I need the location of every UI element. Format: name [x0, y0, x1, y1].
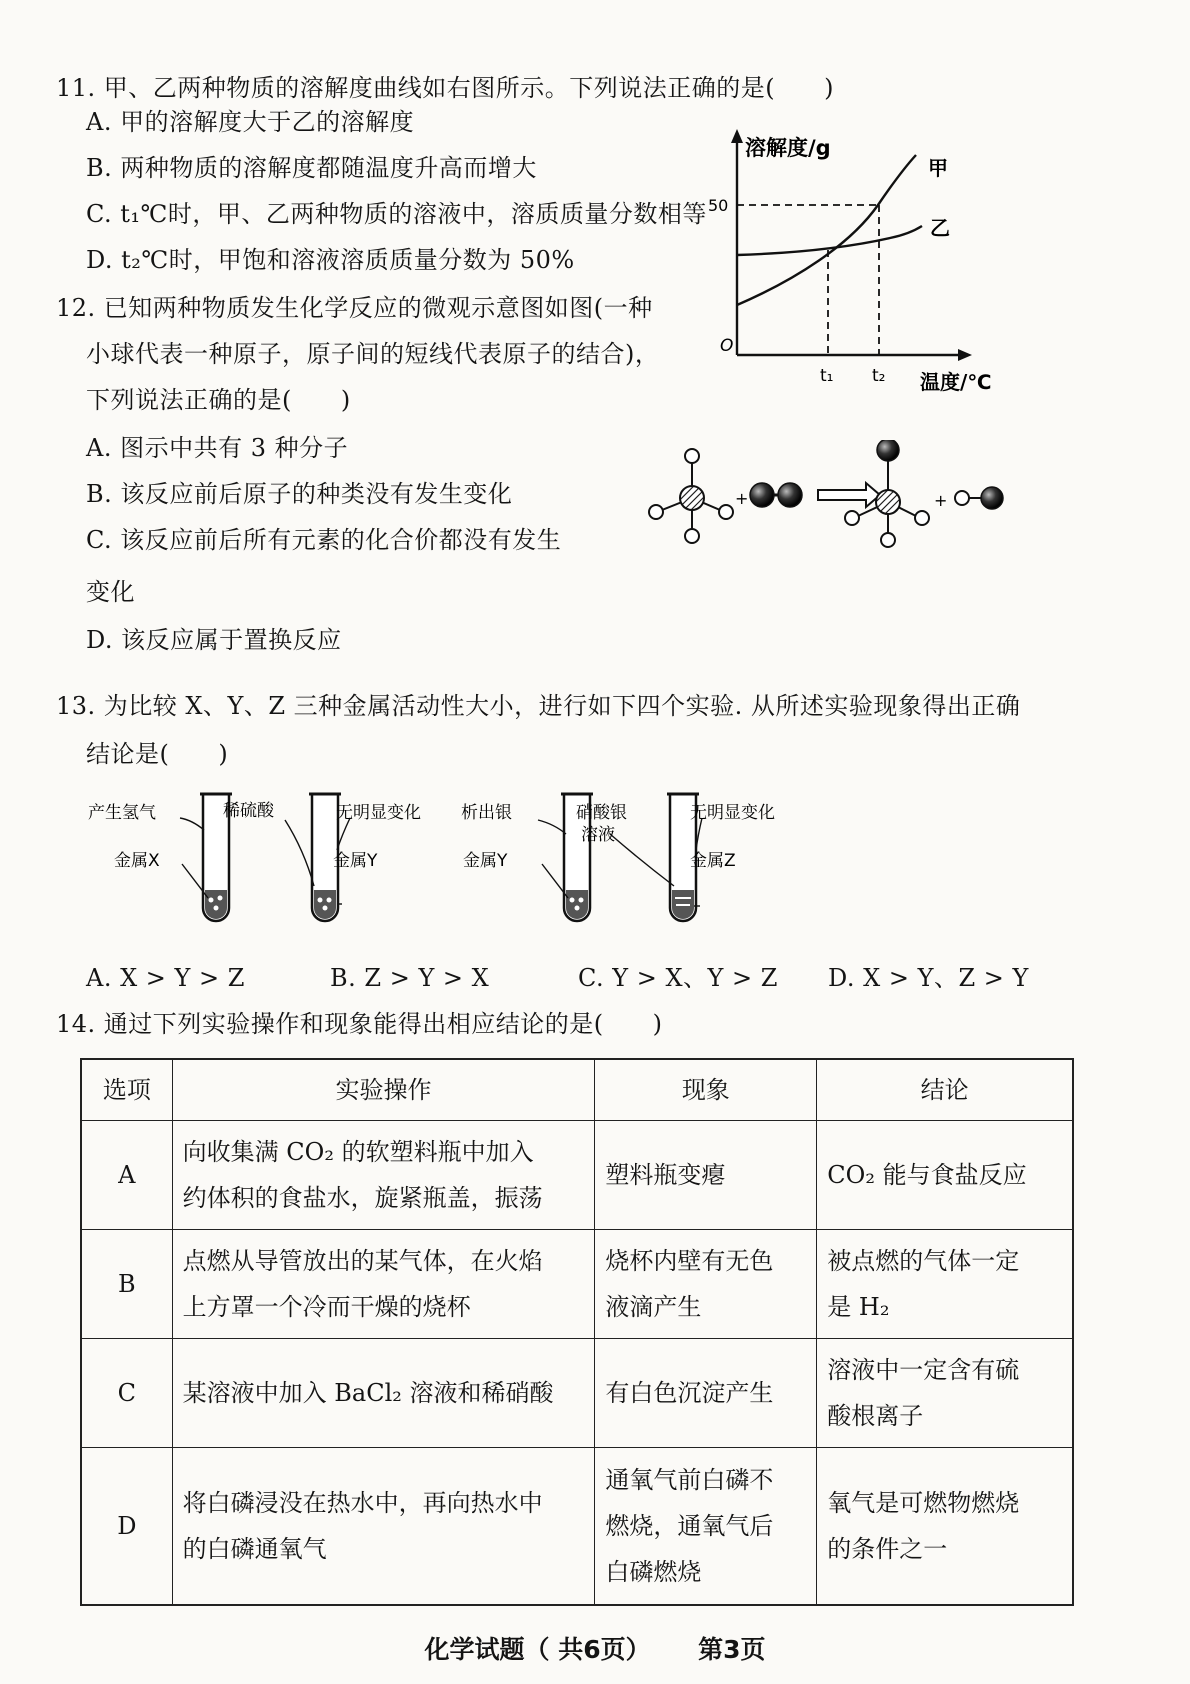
reaction-microscopic-diagram [640, 440, 1090, 560]
q13-stem-line-2: 结论是( ) [86, 740, 229, 768]
solubility-graph [700, 125, 1080, 415]
row-d-operation [172, 1448, 595, 1606]
q11-option-a: A. 甲的溶解度大于乙的溶解度 [86, 108, 415, 136]
curve-jia-label: 甲 [928, 156, 948, 180]
row-d-option: D [81, 1448, 172, 1606]
tube4-metal: 金属Z [690, 851, 736, 871]
plus-sign-1: + [735, 489, 749, 508]
reactant-molecule-2 [750, 483, 802, 507]
tube3-metal: 金属Y [463, 851, 508, 871]
row-a-phenomenon-line1: 塑料瓶变瘪 [605, 1161, 726, 1189]
row-c-operation-line1: 某溶液中加入 BaCl₂ 溶液和稀硝酸 [182, 1379, 554, 1407]
row-a-operation-line2: 约体积的食盐水，旋紧瓶盖，振荡 [182, 1184, 543, 1212]
row-d-operation-line2: 的白磷通氧气 [182, 1535, 327, 1563]
y-axis-arrow [731, 129, 743, 143]
tube3-observation: 析出银 [461, 803, 512, 823]
curve-yi-label: 乙 [930, 216, 950, 240]
row-b-conclusion-line1: 被点燃的气体一定 [827, 1247, 1020, 1275]
row-d-phenomenon [595, 1448, 817, 1606]
q12-stem-line-1: 12. 已知两种物质发生化学反应的微观示意图如图(一种 [56, 294, 653, 322]
row-b-phenomenon-line1: 烧杯内壁有无色 [605, 1247, 774, 1275]
row-b-operation-line2: 上方罩一个冷而干燥的烧杯 [182, 1293, 471, 1321]
q12-option-a: A. 图示中共有 3 种分子 [86, 434, 349, 462]
row-b-operation-line1: 点燃从导管放出的某气体，在火焰 [182, 1247, 543, 1275]
row-c-conclusion-line1: 溶液中一定含有硫 [827, 1356, 1020, 1384]
row-d-conclusion [817, 1448, 1073, 1606]
x-axis-arrow [958, 349, 972, 361]
reaction-arrow [818, 483, 880, 507]
footer-title: 化学试题（ 共6页） [424, 1635, 651, 1664]
curve-yi [737, 226, 922, 255]
salt-reagent-line2: 溶液 [581, 825, 615, 845]
q12-option-d: D. 该反应属于置换反应 [86, 626, 342, 654]
header-option: 选项 [81, 1059, 172, 1121]
tube1-metal: 金属X [114, 851, 160, 871]
q14-stem: 14. 通过下列实验操作和现象能得出相应结论的是( ) [56, 1010, 663, 1038]
header-phenomenon: 现象 [595, 1059, 817, 1121]
acid-reagent: 稀硫酸 [223, 801, 274, 821]
table-row [81, 1448, 1073, 1606]
row-a-operation-line1: 向收集满 CO₂ 的软塑料瓶中加入 [182, 1138, 534, 1166]
q13-option-c: C. Y > X、Y > Z [578, 964, 778, 992]
row-c-conclusion [817, 1339, 1073, 1448]
row-c-option: C [81, 1339, 172, 1448]
tube2-metal: 金属Y [333, 851, 378, 871]
q11-option-b: B. 两种物质的溶解度都随温度升高而增大 [86, 154, 537, 182]
product-molecule-2 [955, 487, 1003, 509]
q13-option-a: A. X > Y > Z [86, 964, 245, 992]
row-a-phenomenon [595, 1121, 817, 1230]
row-d-phenomenon-line3: 白磷燃烧 [605, 1558, 702, 1586]
row-c-operation [172, 1339, 595, 1448]
q12-option-c: C. 该反应前后所有元素的化合价都没有发生 [86, 526, 562, 554]
x-axis-label: 温度/℃ [920, 370, 992, 394]
y-tick-50: 50 [708, 196, 729, 215]
q12-stem-line-3: 下列说法正确的是( ) [86, 386, 351, 414]
x-tick-t1: t₁ [820, 366, 834, 386]
leader-lines [180, 818, 702, 906]
row-a-conclusion [817, 1121, 1073, 1230]
header-conclusion: 结论 [817, 1059, 1073, 1121]
q13-option-d: D. X > Y、Z > Y [828, 964, 1029, 992]
table-header-row [81, 1059, 1073, 1121]
tube1-observation: 产生氢气 [88, 803, 156, 823]
plus-sign-2: + [934, 491, 948, 510]
row-d-phenomenon-line2: 燃烧，通氧气后 [605, 1512, 774, 1540]
row-d-conclusion-line1: 氧气是可燃物燃烧 [827, 1489, 1020, 1517]
table-row [81, 1339, 1073, 1448]
row-d-phenomenon-line1: 通氧气前白磷不 [605, 1466, 774, 1494]
row-b-phenomenon [595, 1230, 817, 1339]
metal-activity-experiments [80, 790, 880, 940]
q11-option-d: D. t₂℃时，甲饱和溶液溶质质量分数为 50% [86, 246, 575, 274]
tube4-observation: 无明显变化 [690, 803, 775, 823]
q12-option-b: B. 该反应前后原子的种类没有发生变化 [86, 480, 513, 508]
row-b-phenomenon-line2: 液滴产生 [605, 1293, 702, 1321]
q14-table [80, 1058, 1074, 1606]
q11-stem: 11. 甲、乙两种物质的溶解度曲线如右图所示。下列说法正确的是( ) [56, 74, 835, 102]
row-c-conclusion-line2: 酸根离子 [827, 1402, 924, 1430]
q13-option-b: B. Z > Y > X [330, 964, 490, 992]
q11-option-c: C. t₁℃时，甲、乙两种物质的溶液中，溶质质量分数相等 [86, 200, 707, 228]
origin-label: O [720, 336, 734, 356]
row-a-conclusion-line1: CO₂ 能与食盐反应 [827, 1161, 1027, 1189]
row-d-conclusion-line2: 的条件之一 [827, 1535, 948, 1563]
header-operation: 实验操作 [172, 1059, 595, 1121]
table-row [81, 1230, 1073, 1339]
salt-reagent-line1: 硝酸银 [576, 803, 627, 823]
row-b-conclusion [817, 1230, 1073, 1339]
row-b-operation [172, 1230, 595, 1339]
page-footer [0, 1630, 1190, 1666]
reactant-molecule-1 [649, 449, 733, 543]
q12-stem-line-2: 小球代表一种原子，原子间的短线代表原子的结合)， [86, 340, 660, 368]
row-c-phenomenon [595, 1339, 817, 1448]
row-a-operation [172, 1121, 595, 1230]
y-axis-label: 溶解度/g [745, 136, 831, 160]
row-a-option: A [81, 1121, 172, 1230]
x-tick-t2: t₂ [872, 366, 886, 386]
q12-option-c-cont: 变化 [86, 578, 135, 606]
table-row [81, 1121, 1073, 1230]
row-c-phenomenon-line1: 有白色沉淀产生 [605, 1379, 774, 1407]
curve-jia [737, 155, 916, 305]
row-b-option: B [81, 1230, 172, 1339]
row-b-conclusion-line2: 是 H₂ [827, 1293, 890, 1321]
q13-stem-line-1: 13. 为比较 X、Y、Z 三种金属活动性大小，进行如下四个实验. 从所述实验现象得出正确 [56, 692, 1021, 720]
row-d-operation-line1: 将白磷浸没在热水中，再向热水中 [182, 1489, 543, 1517]
footer-page-number: 第3页 [698, 1635, 766, 1664]
tube2-observation: 无明显变化 [336, 803, 421, 823]
